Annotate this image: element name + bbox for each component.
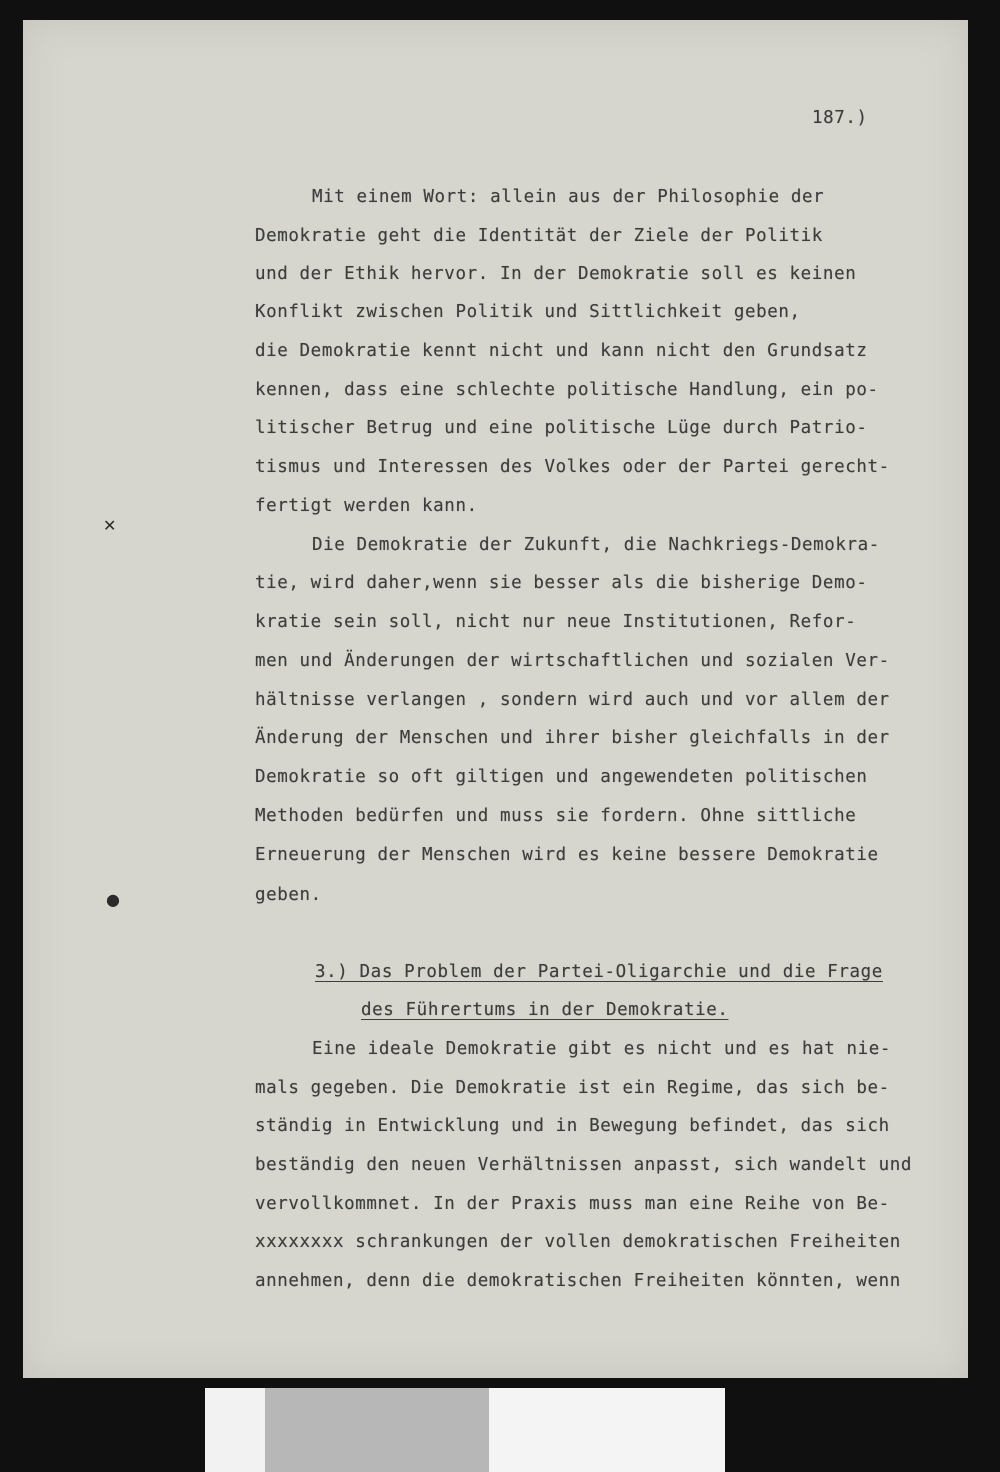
text-line: Die Demokratie der Zukunft, die Nachkriegs-Demokra-: [312, 535, 880, 555]
text-line: Änderung der Menschen und ihrer bisher gleichfalls in der: [255, 728, 890, 748]
margin-mark: ✕: [103, 516, 117, 535]
text-line: Konflikt zwischen Politik und Sittlichkeit geben,: [255, 302, 801, 322]
text-line: Eine ideale Demokratie gibt es nicht und es hat nie-: [312, 1039, 892, 1059]
text-line: und der Ethik hervor. In der Demokratie soll es keinen: [255, 264, 857, 284]
text-line: kratie sein soll, nicht nur neue Institutionen, Refor-: [255, 612, 857, 632]
text-line: beständig den neuen Verhältnissen anpasst, sich wandelt und: [255, 1155, 913, 1175]
text-line: xxxxxxxx schrankungen der vollen demokratischen Freiheiten: [255, 1232, 901, 1252]
text-line: fertigt werden kann.: [255, 496, 478, 516]
text-line: Erneuerung der Menschen wird es keine bessere Demokratie: [255, 845, 879, 865]
section-heading: des Führertums in der Demokratie.: [361, 1000, 729, 1020]
calibration-gray-patch: [265, 1388, 489, 1472]
text-line: vervollkommnet. In der Praxis muss man eine Reihe von Be-: [255, 1194, 890, 1214]
calibration-white-patch: [489, 1388, 725, 1472]
text-line: annehmen, denn die demokratischen Freiheiten könnten, wenn: [255, 1271, 901, 1291]
text-line: Demokratie geht die Identität der Ziele der Politik: [255, 226, 823, 246]
punch-hole-mark: ●: [106, 890, 120, 909]
text-line: men und Änderungen der wirtschaftlichen und sozialen Ver-: [255, 651, 890, 671]
text-line: Methoden bedürfen und muss sie fordern. Ohne sittliche: [255, 806, 857, 826]
text-line: geben.: [255, 885, 322, 905]
text-line: litischer Betrug und eine politische Lüge durch Patrio-: [255, 418, 868, 438]
page-number: 187.): [812, 108, 868, 128]
text-line: tie, wird daher,wenn sie besser als die bisherige Demo-: [255, 573, 868, 593]
text-line: die Demokratie kennt nicht und kann nicht den Grundsatz: [255, 341, 868, 361]
color-calibration-strip: [205, 1388, 725, 1472]
text-line: ständig in Entwicklung und in Bewegung befindet, das sich: [255, 1116, 890, 1136]
text-line: Demokratie so oft giltigen und angewendeten politischen: [255, 767, 868, 787]
section-heading: 3.) Das Problem der Partei-Oligarchie und die Frage: [315, 962, 883, 982]
text-line: Mit einem Wort: allein aus der Philosophie der: [312, 187, 825, 207]
text-line: kennen, dass eine schlechte politische Handlung, ein po-: [255, 380, 879, 400]
text-line: tismus und Interessen des Volkes oder der Partei gerecht-: [255, 457, 890, 477]
text-line: mals gegeben. Die Demokratie ist ein Regime, das sich be-: [255, 1078, 890, 1098]
text-line: hältnisse verlangen , sondern wird auch und vor allem der: [255, 690, 890, 710]
calibration-white-patch: [205, 1388, 265, 1472]
